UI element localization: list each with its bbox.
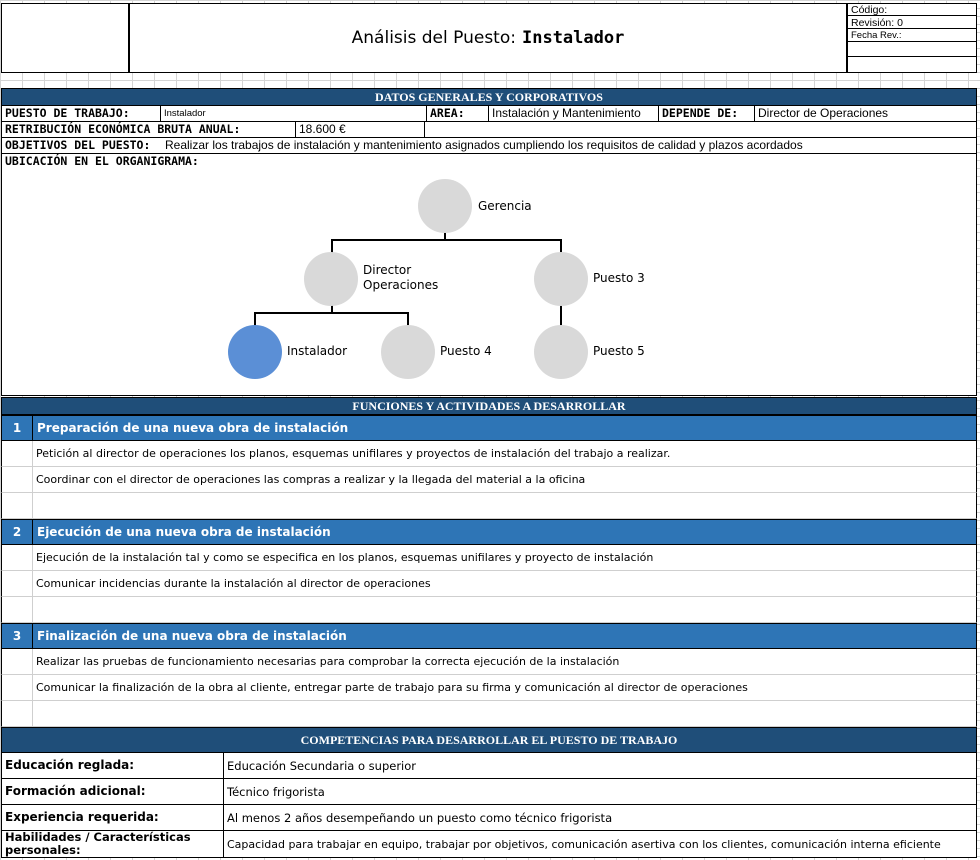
org-chart	[1, 169, 977, 396]
org-node-director	[304, 252, 358, 306]
function-item	[1, 675, 977, 701]
meta-fecha-rev: Fecha Rev.:	[848, 30, 977, 42]
ubicacion-label: UBICACIÓN EN EL ORGANIGRAMA:	[5, 154, 199, 168]
org-label-director-line1: Director	[363, 263, 412, 277]
area-label: AREA:	[426, 106, 488, 121]
competencia-label: Experiencia requerida:	[2, 805, 224, 830]
function-item-text: Ejecución de la instalación tal y como se especifica en los planos, esquemas unifilares y proyecto de instalación	[36, 551, 654, 564]
function-item-text: Comunicar la finalización de la obra al cliente, entregar parte de trabajo para su firma y comunicación al director de operaciones	[36, 681, 748, 694]
competencia-label: Formación adicional:	[2, 779, 224, 804]
row-puesto	[1, 106, 977, 122]
org-connector	[254, 312, 409, 314]
function-group-number: 1	[2, 416, 33, 440]
meta-blank-2	[848, 58, 977, 72]
puesto-label: PUESTO DE TRABAJO:	[5, 106, 130, 120]
org-connector	[331, 239, 562, 241]
objetivos-value: Realizar los trabajos de instalación y mantenimiento asignados cumpliendo los requisitos de calidad y plazos acordados	[165, 138, 803, 152]
org-label-puesto5: Puesto 5	[593, 344, 645, 358]
row-retribucion	[1, 122, 977, 138]
competencia-value: Al menos 2 años desempeñando un puesto como técnico frigorista	[227, 810, 613, 825]
function-group-header	[1, 623, 977, 649]
function-item	[1, 701, 977, 727]
function-item	[1, 441, 977, 467]
function-group-number: 2	[2, 520, 33, 544]
org-label-puesto4: Puesto 4	[440, 344, 492, 358]
area-value: Instalación y Mantenimiento	[488, 106, 658, 121]
function-item	[1, 545, 977, 571]
page-title	[129, 3, 847, 73]
competencia-label: Habilidades / Características personales:	[2, 831, 224, 857]
section-funciones: FUNCIONES Y ACTIVIDADES A DESARROLLAR	[1, 397, 977, 415]
title-role: Instalador	[521, 28, 625, 48]
org-connector	[560, 304, 562, 326]
retribucion-value: 18.600 €	[295, 122, 425, 137]
row-objetivos	[1, 138, 977, 154]
function-group-title: Preparación de una nueva obra de instalación	[37, 421, 349, 435]
meta-blank-1	[848, 43, 977, 57]
org-label-director	[363, 263, 438, 293]
function-item	[1, 467, 977, 493]
depende-label: DEPENDE DE:	[658, 106, 754, 121]
org-label-puesto3: Puesto 3	[593, 271, 645, 285]
function-item-text: Realizar las pruebas de funcionamiento necesarias para comprobar la correcta ejecución de la instalación	[36, 655, 620, 668]
objetivos-label: OBJETIVOS DEL PUESTO:	[5, 138, 151, 152]
org-label-director-line2: Operaciones	[363, 278, 439, 292]
puesto-value: Instalador	[160, 106, 426, 121]
competencia-row	[1, 831, 977, 858]
org-node-puesto5	[534, 325, 588, 379]
function-group-header	[1, 415, 977, 441]
competencia-row	[1, 753, 977, 779]
title-prefix: Análisis del Puesto:	[351, 28, 516, 48]
meta-codigo: Código:	[848, 4, 977, 16]
function-group-header	[1, 519, 977, 545]
function-group-title: Ejecución de una nueva obra de instalación	[37, 525, 331, 539]
function-item-text: Comunicar incidencias durante la instalación al director de operaciones	[36, 577, 431, 590]
row-ubicacion	[1, 154, 977, 170]
function-item-text: Petición al director de operaciones los planos, esquemas unifilares y proyectos de instalación del trabajo a realizar.	[36, 447, 671, 460]
org-label-instalador: Instalador	[287, 344, 348, 358]
meta-revision: Revisión: 0	[848, 17, 977, 29]
competencia-value: Educación Secundaria o superior	[227, 758, 417, 773]
function-item-text: Coordinar con el director de operaciones las compras a realizar y la llegada del material a la oficina	[36, 473, 586, 486]
competencia-value: Capacidad para trabajar en equipo, trabajar por objetivos, comunicación asertiva con los clientes, comunicación interna eficiente	[227, 837, 941, 851]
logo-cell	[1, 3, 129, 73]
function-item	[1, 493, 977, 519]
document-meta	[847, 3, 977, 73]
depende-value: Director de Operaciones	[754, 106, 976, 121]
org-node-puesto3	[534, 252, 588, 306]
competencia-row	[1, 779, 977, 805]
retribucion-label: RETRIBUCIÓN ECONÓMICA BRUTA ANUAL:	[5, 122, 241, 136]
function-item	[1, 597, 977, 623]
section-datos-generales: DATOS GENERALES Y CORPORATIVOS	[1, 88, 977, 106]
competencia-label: Educación reglada:	[2, 753, 224, 778]
org-node-instalador	[228, 325, 282, 379]
function-item	[1, 649, 977, 675]
function-group-number: 3	[2, 624, 33, 648]
org-label-gerencia: Gerencia	[478, 199, 532, 213]
org-node-gerencia	[418, 179, 472, 233]
competencia-row	[1, 805, 977, 831]
competencia-value: Técnico frigorista	[227, 784, 325, 799]
org-node-puesto4	[381, 325, 435, 379]
function-group-title: Finalización de una nueva obra de instalación	[37, 629, 347, 643]
function-item	[1, 571, 977, 597]
section-competencias: COMPETENCIAS PARA DESARROLLAR EL PUESTO DE TRABAJO	[1, 727, 977, 753]
